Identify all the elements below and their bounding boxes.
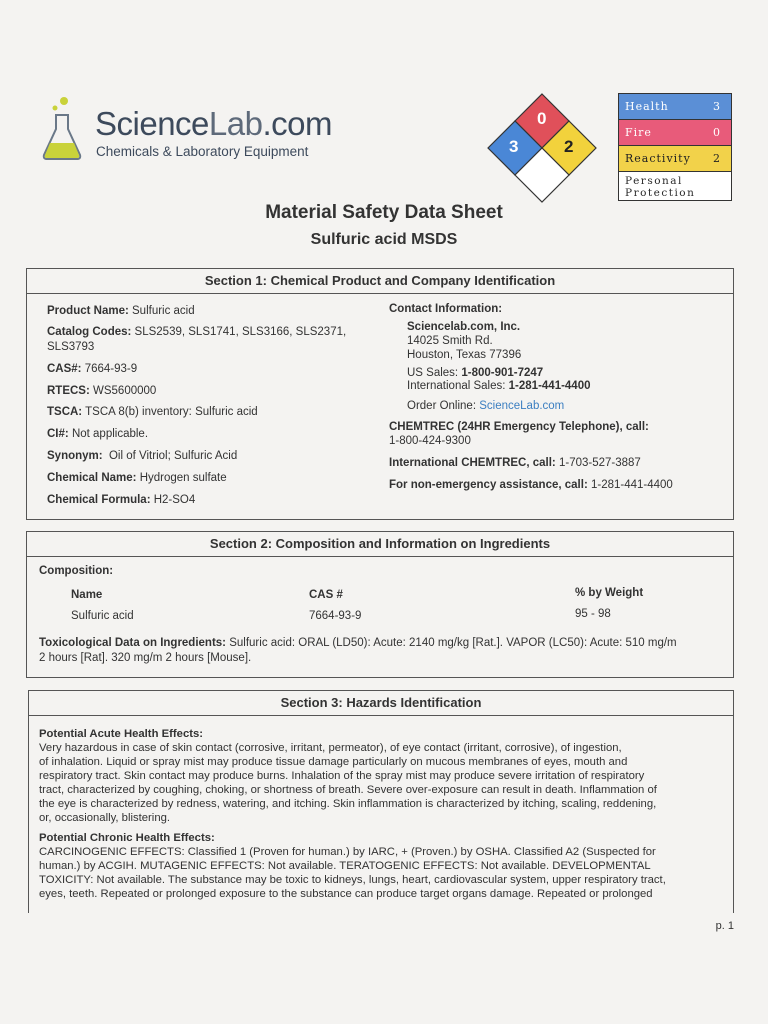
nfpa-diamond: [486, 92, 598, 204]
column-name: Name: [71, 589, 103, 601]
company-street: 14025 Smith Rd.: [407, 335, 493, 347]
us-sales: US Sales: 1-800-901-7247: [407, 367, 544, 379]
composition-label: Composition:: [39, 565, 114, 577]
catalog-codes: Catalog Codes: SLS2539, SLS1741, SLS3166, SLS2371,: [47, 326, 347, 338]
logo-tagline: Chemicals & Laboratory Equipment: [96, 144, 309, 159]
section-1-heading: Section 1: Chemical Product and Company Identification: [27, 269, 733, 294]
hmis-label: [618, 93, 732, 201]
toxicological-data-cont: 2 hours [Rat]. 320 mg/m 2 hours [Mouse].: [39, 652, 252, 664]
international-chemtrec: International CHEMTREC, call: 1-703-527-3887: [389, 457, 641, 469]
contact-label: Contact Information:: [389, 303, 503, 315]
hmis-fire-row: Fire 0: [619, 120, 731, 146]
synonym: Synonym: Oil of Vitriol; Sulfuric Acid: [47, 450, 238, 462]
chronic-health-effects: Potential Chronic Health Effects: CARCINOGENIC EFFECTS: Classified 1 (Proven for human.) by IARC, + (Proven.) by OSHA. Classified A2 (Suspected for human.) by ACGIH. MUTAGENIC EFFECTS: Not available. TERATOGENIC EFFECTS: Not available. DEVELOPMENTAL TOXICITY: Not available. The substance may be toxic to kidneys, lungs, heart, cardiovascular system, upper respiratory tract, eyes, teeth. Repeated or prolonged exposure to the substance can produce target organs damage. Repeated or prolonged: [39, 832, 666, 900]
acute-health-effects: Potential Acute Health Effects: Very hazardous in case of skin contact (corrosive, irritant, permeator), of eye contact (irritant, corrosive), of ingestion, of inhalation. Liquid or spray mist may produce tissue damage particularly on mucous membranes of eyes, mouth and respiratory tract. Skin contact may produce burns. Inhalation of the spray mist may produce severe irritation of respiratory tract, characterized by coughing, choking, or shortness of breath. Severe over-exposure can result in death. Inflammation of the eye is characterized by redness, watering, and itching. Skin inflammation is characterized by itching, scaling, reddening, or, occasionally, blistering.: [39, 728, 657, 824]
logo-wordmark: ScienceLab.com: [95, 105, 332, 142]
hmis-personal-protection: Personal Protection: [625, 175, 696, 199]
ingredient-weight: 95 - 98: [575, 608, 611, 620]
non-emergency-assistance: For non-emergency assistance, call: 1-281-441-4400: [389, 479, 673, 491]
section-1: [26, 268, 734, 520]
ingredient-cas: 7664-93-9: [309, 610, 362, 622]
order-online-link[interactable]: ScienceLab.com: [479, 400, 565, 412]
tsca: TSCA: TSCA 8(b) inventory: Sulfuric acid: [47, 406, 258, 418]
ingredient-name: Sulfuric acid: [71, 610, 134, 622]
document-subtitle: Sulfuric acid MSDS: [310, 231, 458, 248]
sciencelab-logo[interactable]: [40, 95, 332, 170]
hmis-health-row: Health 3: [619, 94, 731, 120]
order-online: Order Online: ScienceLab.com: [407, 400, 565, 412]
flask-icon: [40, 95, 84, 163]
chemtrec-label: CHEMTREC (24HR Emergency Telephone), call:: [389, 421, 649, 433]
section-2-heading: Section 2: Composition and Information on Ingredients: [27, 532, 733, 557]
section-3-heading: Section 3: Hazards Identification: [29, 691, 733, 716]
cas-number: CAS#: 7664-93-9: [47, 363, 138, 375]
ci-number: CI#: Not applicable.: [47, 428, 149, 440]
column-weight: % by Weight: [575, 587, 644, 599]
chemtrec-number: 1-800-424-9300: [389, 435, 471, 447]
chemical-name: Chemical Name: Hydrogen sulfate: [47, 472, 227, 484]
document-title: Material Safety Data Sheet: [265, 202, 503, 223]
product-name: Product Name: Sulfuric acid: [47, 305, 195, 317]
toxicological-data: Toxicological Data on Ingredients: Sulfuric acid: ORAL (LD50): Acute: 2140 mg/kg [Rat.]. VAPOR (LC50): Acute: 510 mg/m: [39, 637, 677, 649]
section-2: [26, 531, 734, 678]
international-sales: International Sales: 1-281-441-4400: [407, 380, 591, 392]
nfpa-health-value: 3: [509, 137, 519, 156]
rtecs: RTECS: WS5600000: [47, 385, 157, 397]
hmis-reactivity-row: Reactivity 2: [619, 146, 731, 172]
company-city: Houston, Texas 77396: [407, 349, 522, 361]
column-cas: CAS #: [309, 589, 343, 601]
company-name: Sciencelab.com, Inc.: [407, 321, 521, 333]
catalog-codes-cont: SLS3793: [47, 341, 95, 353]
section-3: [28, 690, 734, 913]
nfpa-reactivity-value: 2: [564, 137, 574, 156]
nfpa-fire-value: 0: [537, 109, 547, 128]
page-number: p. 1: [715, 920, 734, 932]
chemical-formula: Chemical Formula: H2-SO4: [47, 494, 196, 506]
